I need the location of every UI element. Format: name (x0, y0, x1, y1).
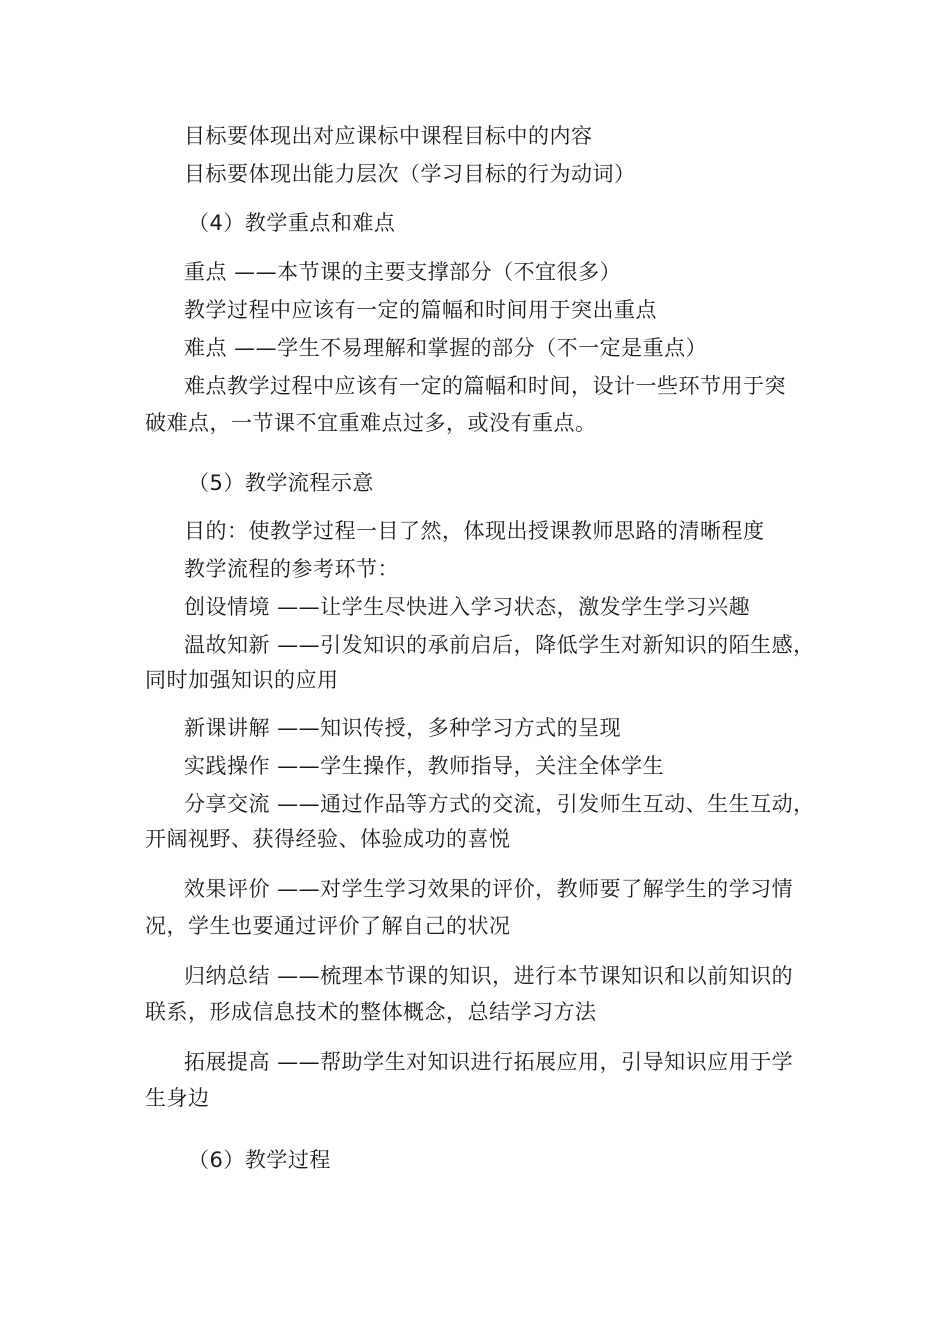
text-line: 重点 ——本节课的主要支撑部分（不宜很多） (184, 260, 622, 284)
text-line: 难点教学过程中应该有一定的篇幅和时间，设计一些环节用于突 (184, 374, 786, 398)
text-line: 目标要体现出对应课标中课程目标中的内容 (184, 124, 593, 148)
text-line: 目的：使教学过程一目了然，体现出授课教师思路的清晰程度 (184, 519, 765, 543)
text-line: 目标要体现出能力层次（学习目标的行为动词） (184, 162, 636, 186)
section-heading: （6）教学过程 (188, 1148, 331, 1172)
section-heading: （4）教学重点和难点 (188, 211, 396, 235)
section-heading: （5）教学流程示意 (188, 471, 374, 495)
text-line: 分享交流 ——通过作品等方式的交流，引发师生互动、生生互动， (184, 792, 815, 816)
text-line: 效果评价 ——对学生学习效果的评价，教师要了解学生的学习情 (184, 877, 794, 901)
text-line: 联系，形成信息技术的整体概念，总结学习方法 (145, 1000, 597, 1024)
text-line: 破难点，一节课不宜重难点过多，或没有重点。 (145, 411, 597, 435)
text-line: 拓展提高 ——帮助学生对知识进行拓展应用，引导知识应用于学 (184, 1050, 794, 1074)
text-line: 同时加强知识的应用 (145, 668, 339, 692)
text-line: 归纳总结 ——梳理本节课的知识，进行本节课知识和以前知识的 (184, 964, 794, 988)
text-line: 生身边 (145, 1086, 210, 1110)
text-line: 创设情境 ——让学生尽快进入学习状态，激发学生学习兴趣 (184, 595, 751, 619)
text-line: 难点 ——学生不易理解和掌握的部分（不一定是重点） (184, 336, 708, 360)
text-line: 实践操作 ——学生操作，教师指导，关注全体学生 (184, 754, 665, 778)
text-line: 教学过程中应该有一定的篇幅和时间用于突出重点 (184, 298, 657, 322)
text-line: 教学流程的参考环节： (184, 557, 399, 581)
text-line: 新课讲解 ——知识传授，多种学习方式的呈现 (184, 716, 622, 740)
text-line: 况，学生也要通过评价了解自己的状况 (145, 914, 511, 938)
text-line: 开阔视野、获得经验、体验成功的喜悦 (145, 827, 511, 851)
text-line: 温故知新 ——引发知识的承前启后，降低学生对新知识的陌生感， (184, 633, 815, 657)
